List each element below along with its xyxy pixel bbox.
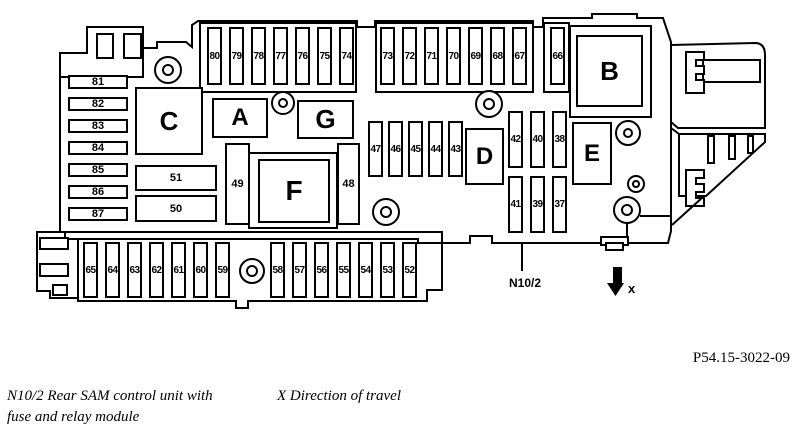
fuse-slot: 76 — [295, 27, 310, 85]
fuse-group-top-c — [550, 27, 565, 85]
mounting-bolt-icon — [616, 121, 640, 145]
relay-b-inner — [576, 35, 643, 107]
module-51-label: 51 — [169, 172, 183, 184]
fuse-slot: 71 — [424, 27, 439, 85]
fuse-slot: 79 — [229, 27, 244, 85]
fuse-slot: 69 — [468, 27, 483, 85]
fuse-slot: 37 — [552, 176, 567, 233]
fuse-group-top-a — [207, 27, 354, 85]
part-code: P54.15-3022-09 — [692, 350, 790, 366]
relay-b — [569, 25, 652, 118]
relay-g-label: G — [315, 104, 336, 134]
fuse-slot: 58 — [270, 242, 285, 298]
relay-e-label: E — [583, 139, 600, 167]
fuse-slot: 62 — [149, 242, 164, 298]
direction-of-travel-arrow-icon — [607, 267, 624, 296]
right-bracket-upper-slot — [703, 60, 760, 82]
bottom-left-connector-tooth — [40, 264, 68, 276]
fuse-slot: 85 — [68, 163, 128, 177]
caption-direction-of-travel: X Direction of travel — [277, 388, 401, 404]
relay-d — [465, 128, 504, 185]
fuse-slot: 84 — [68, 141, 128, 155]
fuse-slot: 73 — [380, 27, 395, 85]
fuse-slot: 41 — [508, 176, 523, 233]
caption-component-line1: N10/2 Rear SAM control unit with — [7, 388, 213, 404]
fuse-group-top-b — [380, 27, 527, 85]
mounting-bolt-icon — [373, 199, 399, 225]
fuse-slot: 61 — [171, 242, 186, 298]
module-48-label: 48 — [342, 178, 355, 190]
fuse-slot: 53 — [380, 242, 395, 298]
fuse-slot: 80 — [207, 27, 222, 85]
module-50 — [135, 195, 217, 222]
fuse-group-bottom-a — [83, 242, 230, 298]
bottom-left-connector-tooth — [40, 238, 68, 249]
fuse-slot: 67 — [512, 27, 527, 85]
relay-e — [572, 122, 612, 185]
fuse-group-left-column — [68, 75, 128, 221]
fuse-group-block-lower — [508, 176, 567, 233]
fuse-group-block-upper — [508, 111, 567, 168]
mounting-bolt-icon — [476, 91, 502, 117]
fuse-slot: 77 — [273, 27, 288, 85]
fuse-slot: 83 — [68, 119, 128, 133]
fuse-slot: 82 — [68, 97, 128, 111]
fuse-slot: 42 — [508, 111, 523, 168]
right-bracket-upper-teeth — [686, 52, 704, 93]
fuse-slot: 75 — [317, 27, 332, 85]
mounting-bolt-icon — [272, 92, 294, 114]
relay-f — [248, 152, 338, 229]
right-bracket-lower-teeth — [686, 170, 704, 206]
relay-c-label: C — [159, 105, 179, 136]
relay-c — [135, 87, 203, 155]
fuse-slot: 72 — [402, 27, 417, 85]
module-48 — [337, 143, 360, 225]
mounting-bolt-icon — [155, 57, 181, 83]
relay-d-label: D — [475, 142, 494, 170]
fuse-slot: 86 — [68, 185, 128, 199]
right-bracket-lower-slot — [708, 136, 714, 163]
module-49 — [225, 143, 250, 225]
mounting-bolt-icon — [628, 176, 644, 192]
fuse-slot: 78 — [251, 27, 266, 85]
right-bracket-lower-slot — [729, 136, 735, 159]
relay-f-inner — [258, 159, 330, 223]
fuse-slot: 52 — [402, 242, 417, 298]
n10-2-callout-label: N10/2 — [508, 276, 542, 290]
top-left-connector-pin — [124, 34, 141, 58]
relay-f-label: F — [285, 175, 303, 206]
fuse-slot: 65 — [83, 242, 98, 298]
fuse-slot: 38 — [552, 111, 567, 168]
module-50-label: 50 — [169, 202, 183, 215]
direction-axis-label: x — [628, 281, 636, 296]
relay-b-label: B — [600, 55, 619, 86]
fuse-slot: 87 — [68, 207, 128, 221]
fuse-slot: 44 — [428, 121, 443, 177]
fuse-slot: 63 — [127, 242, 142, 298]
fuse-slot: 55 — [336, 242, 351, 298]
fuse-slot: 60 — [193, 242, 208, 298]
bottom-left-connector-tooth — [53, 285, 67, 295]
fuse-slot: 54 — [358, 242, 373, 298]
fuse-slot: 74 — [339, 27, 354, 85]
module-51 — [135, 165, 217, 191]
fuse-slot: 66 — [550, 27, 565, 85]
fuse-slot: 70 — [446, 27, 461, 85]
relay-a-label: A — [231, 104, 249, 131]
top-left-connector-pin — [97, 34, 113, 58]
fuse-group-mid — [368, 121, 463, 177]
fuse-slot: 59 — [215, 242, 230, 298]
right-bracket-lower-slot — [748, 136, 753, 153]
fuse-slot: 40 — [530, 111, 545, 168]
fuse-slot: 46 — [388, 121, 403, 177]
fuse-group-bottom-b — [270, 242, 417, 298]
fuse-slot: 47 — [368, 121, 383, 177]
mounting-bolt-icon — [614, 197, 640, 223]
caption-component-line2: fuse and relay module — [7, 409, 140, 425]
relay-g — [297, 100, 354, 139]
bottom-tab-inner — [606, 243, 623, 250]
fuse-slot: 81 — [68, 75, 128, 89]
module-49-label: 49 — [231, 178, 244, 190]
fuse-slot: 39 — [530, 176, 545, 233]
fuse-slot: 64 — [105, 242, 120, 298]
relay-a — [212, 98, 268, 138]
mounting-bolt-icon — [240, 259, 264, 283]
fuse-slot: 43 — [448, 121, 463, 177]
fuse-slot: 68 — [490, 27, 505, 85]
fuse-slot: 56 — [314, 242, 329, 298]
fuse-slot: 57 — [292, 242, 307, 298]
fuse-slot: 45 — [408, 121, 423, 177]
